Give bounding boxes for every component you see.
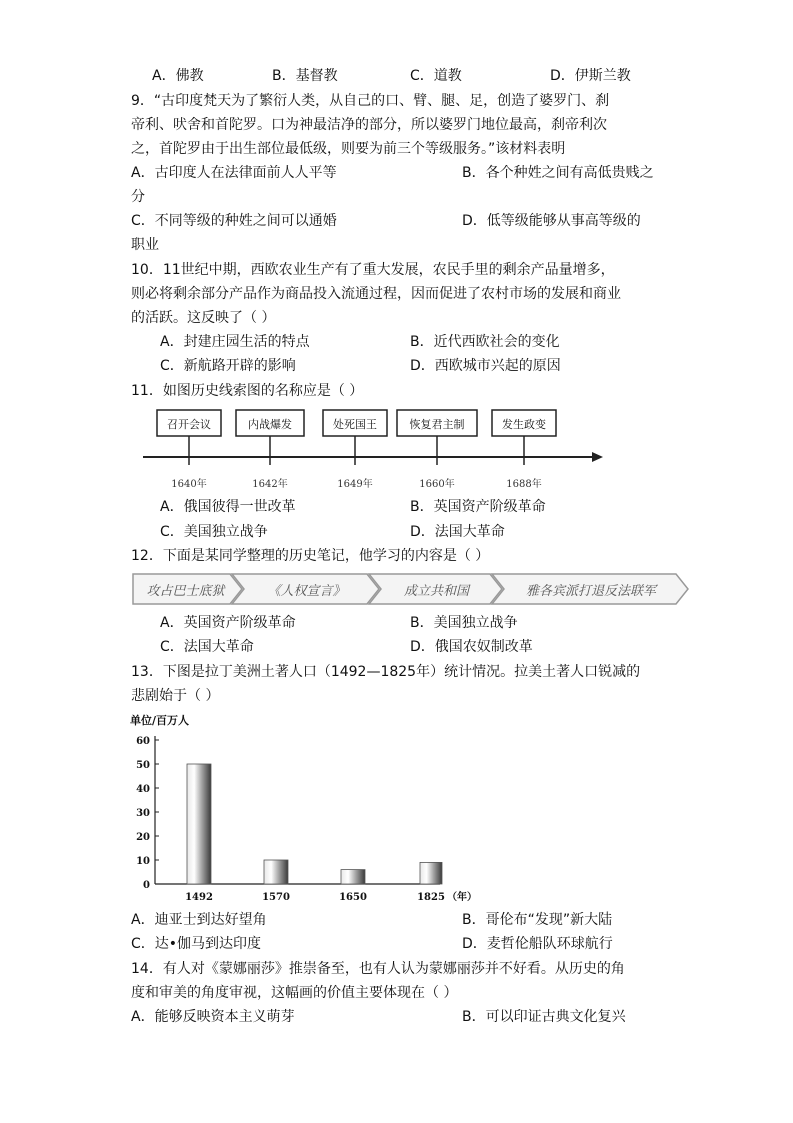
y-tick-label: 10: [136, 856, 150, 867]
x-tick-label: 1650: [339, 892, 367, 903]
bar-1570: [264, 860, 288, 884]
timeline-event-label: 召开会议: [167, 418, 211, 431]
y-tick-label: 50: [136, 760, 150, 771]
q11-option-c: C．美国独立战争: [160, 524, 268, 540]
timeline-year: 1649年: [337, 479, 373, 490]
q12-option-a: A．英国资产阶级革命: [160, 615, 296, 631]
chart-y-unit: 单位/百万人: [130, 714, 190, 727]
q11-option-d: D．法国大革命: [410, 524, 505, 540]
q14-option-b: B．可以印证古典文化复兴: [462, 1009, 626, 1025]
timeline-event-label: 处死国王: [333, 418, 377, 431]
timeline-year: 1640年: [171, 479, 207, 490]
q12-option-c: C．法国大革命: [160, 639, 254, 655]
q9-option-d: D．低等级能够从事高等级的: [462, 213, 641, 229]
q9-option-c: C．不同等级的种姓之间可以通婚: [131, 213, 337, 229]
q8-option-a: A．佛教: [152, 68, 204, 84]
x-tick-label: 1570: [262, 892, 290, 903]
q13-stem-line-2: 悲剧始于（ ）: [131, 688, 220, 704]
bar-1650: [341, 870, 365, 884]
q10-stem-line-1: 10．11世纪中期，西欧农业生产有了重大发展，农民手里的剩余产品量增多，: [131, 262, 615, 278]
timeline-event-label: 发生政变: [502, 418, 546, 431]
q13-stem-line-1: 13．下图是拉丁美洲土著人口（1492—1825年）统计情况。拉美土著人口锐减的: [131, 664, 641, 680]
q11-stem: 11．如图历史线索图的名称应是（ ）: [131, 383, 364, 399]
y-tick-label: 60: [136, 736, 150, 747]
q9-stem-line-2: 帝利、吠舍和首陀罗。口为神最洁净的部分，所以婆罗门地位最高，刹帝利次: [131, 117, 607, 133]
timeline-year: 1642年: [252, 479, 288, 490]
note-text: 《人权宣言》: [267, 584, 346, 599]
q12-notes-banner: [0, 570, 793, 610]
x-tick-label: 1825: [417, 892, 445, 903]
note-text: 雅各宾派打退反法联军: [525, 584, 657, 599]
timeline-event-label: 内战爆发: [248, 418, 292, 431]
q10-option-a: A．封建庄园生活的特点: [160, 334, 310, 350]
q10-option-c: C．新航路开辟的影响: [160, 358, 296, 374]
timeline-year: 1660年: [419, 479, 455, 490]
timeline-year: 1688年: [506, 479, 542, 490]
y-tick-label: 20: [136, 832, 150, 843]
q13-population-chart: [100, 708, 500, 908]
q13-option-a: A．迪亚士到达好望角: [131, 912, 267, 928]
timeline-event-label: 恢复君主制: [409, 418, 465, 431]
q8-option-d: D．伊斯兰教: [550, 68, 631, 84]
x-unit-label: （年）: [447, 892, 477, 903]
q14-stem-line-2: 度和审美的角度审视，这幅画的价值主要体现在（ ）: [131, 985, 458, 1001]
bar-1825: [420, 862, 442, 884]
q9-option-b-cont: 分: [131, 189, 145, 205]
q11-option-b: B．英国资产阶级革命: [410, 499, 546, 515]
q9-stem-line-3: 之，首陀罗由于出生部位最低级，则要为前三个等级服务。”该材料表明: [131, 141, 566, 157]
x-tick-label: 1492: [185, 892, 213, 903]
q8-option-b: B．基督教: [272, 68, 338, 84]
bar-1492: [187, 764, 211, 884]
note-text: 攻占巴士底狱: [146, 584, 225, 599]
q10-option-d: D．西欧城市兴起的原因: [410, 358, 561, 374]
q13-option-b: B．哥伦布“发现”新大陆: [462, 912, 613, 928]
q11-timeline: [0, 0, 793, 500]
q11-option-a: A．俄国彼得一世改革: [160, 499, 296, 515]
q9-option-a: A．古印度人在法律面前人人平等: [131, 165, 337, 181]
y-tick-label: 0: [143, 880, 150, 891]
q13-option-d: D．麦哲伦船队环球航行: [462, 936, 613, 952]
q10-stem-line-3: 的活跃。这反映了（ ）: [131, 310, 276, 326]
q13-option-c: C．达•伽马到达印度: [131, 936, 262, 952]
q10-stem-line-2: 则必将剩余部分产品作为商品投入流通过程，因而促进了农村市场的发展和商业: [131, 286, 621, 302]
note-text: 成立共和国: [403, 584, 470, 599]
q14-stem-line-1: 14．有人对《蒙娜丽莎》推崇备至，也有人认为蒙娜丽莎并不好看。从历史的角: [131, 961, 625, 977]
q9-stem-line-1: 9．“古印度梵天为了繁衍人类，从自己的口、臂、腿、足，创造了婆罗门、刹: [131, 93, 610, 109]
q9-option-d-cont: 职业: [131, 237, 159, 253]
q12-option-b: B．美国独立战争: [410, 615, 518, 631]
y-tick-label: 30: [136, 808, 150, 819]
q12-option-d: D．俄国农奴制改革: [410, 639, 533, 655]
q8-option-c: C．道教: [410, 68, 462, 84]
y-tick-label: 40: [136, 784, 150, 795]
q10-option-b: B．近代西欧社会的变化: [410, 334, 560, 350]
q12-stem: 12．下面是某同学整理的历史笔记，他学习的内容是（ ）: [131, 548, 490, 564]
q14-option-a: A．能够反映资本主义萌芽: [131, 1009, 295, 1025]
q9-option-b: B．各个种姓之间有高低贵贱之: [462, 165, 654, 181]
